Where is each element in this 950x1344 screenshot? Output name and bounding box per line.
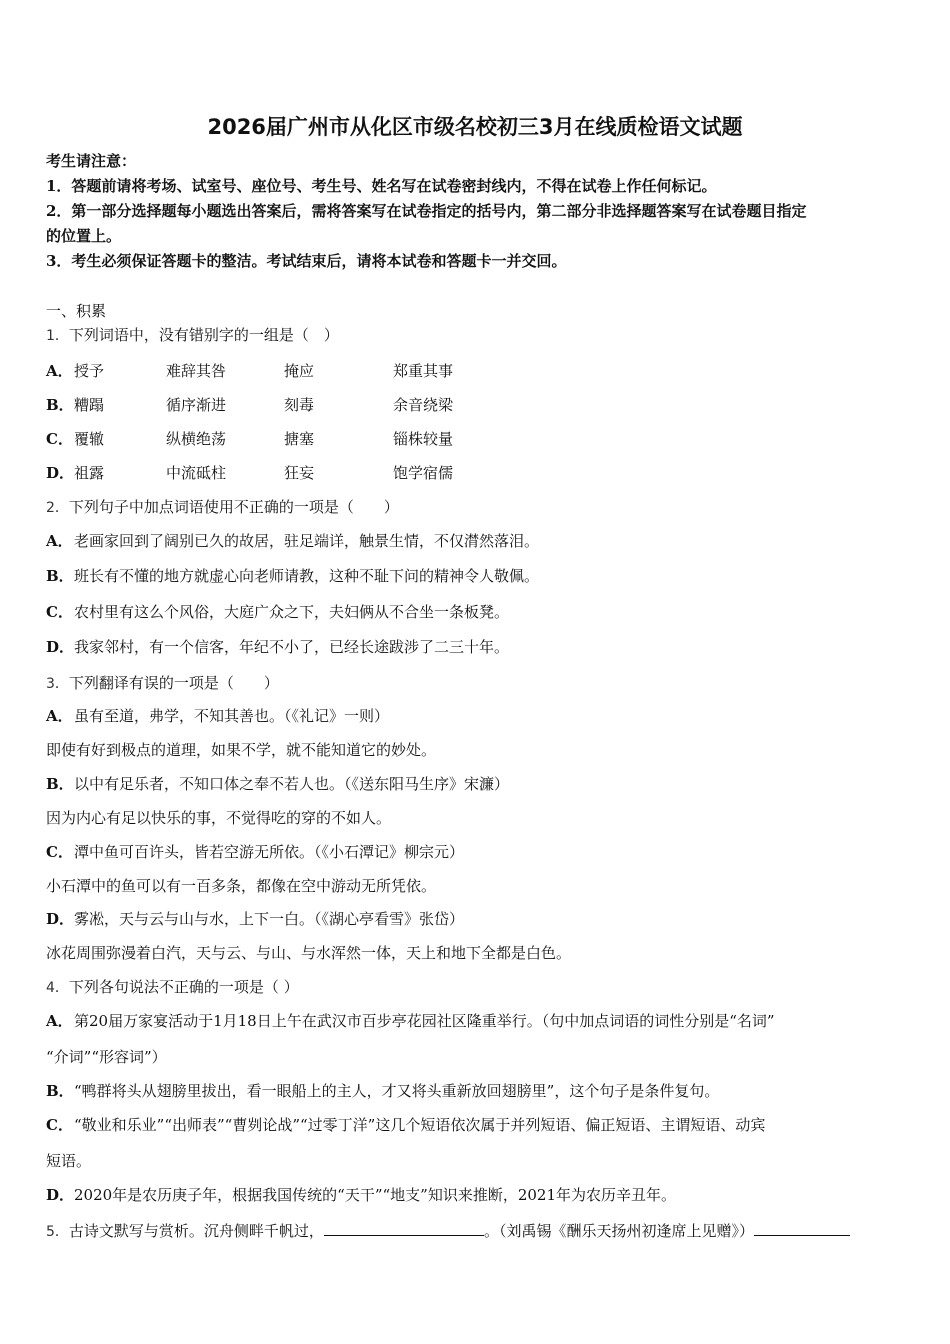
q4-option-d	[46, 1185, 676, 1205]
option-text: 班长有不懂的地方就虚心向老师请教，这种不耻下问的精神令人敬佩。	[74, 567, 540, 585]
q4-option-c	[46, 1115, 765, 1135]
option-letter: A．	[46, 532, 73, 550]
q3-option-a	[46, 706, 389, 726]
option-word: 狂妄	[284, 464, 315, 482]
question-stem: 下列句子中加点词语使用不正确的一项是（ ）	[68, 498, 399, 516]
option-letter: B．	[46, 1082, 74, 1100]
option-word: 循序渐进	[166, 396, 227, 414]
option-letter: D．	[46, 910, 75, 928]
option-letter: A．	[46, 362, 73, 380]
option-word: 饱学宿儒	[393, 464, 454, 482]
option-word: 难辞其咎	[166, 362, 227, 380]
answer-blank[interactable]	[324, 1219, 484, 1236]
question-source: 。（刘禹锡《酬乐天扬州初逢席上见赠》）	[483, 1222, 754, 1240]
option-letter: B．	[46, 396, 74, 414]
option-letter: B．	[46, 567, 74, 585]
question-5	[46, 1219, 850, 1242]
question-number: 3．	[46, 676, 69, 692]
option-word: 郑重其事	[393, 362, 454, 380]
option-word: 糟蹋	[74, 396, 105, 414]
page-title: 2026届广州市从化区市级名校初三3月在线质检语文试题	[207, 115, 743, 139]
option-text: “敬业和乐业”“出师表”“曹刿论战”“过零丁洋”这几个短语依次属于并列短语、偏正短语、主谓短语、动宾	[74, 1116, 766, 1134]
q4-option-c-cont: 短语。	[46, 1152, 92, 1170]
question-stem: 下列词语中，没有错别字的一组是（ ）	[68, 326, 339, 344]
q3-translation-c: 小石潭中的鱼可以有一百多条，都像在空中游动无所凭依。	[46, 877, 437, 895]
option-word: 纵横绝荡	[166, 430, 227, 448]
option-letter: B．	[46, 775, 74, 793]
option-text: 雾凇，天与云与山与水，上下一白。（《湖心亭看雪》张岱）	[74, 910, 465, 928]
q3-translation-b: 因为内心有足以快乐的事，不觉得吃的穿的不如人。	[46, 809, 392, 827]
option-letter: C．	[46, 1116, 73, 1134]
question-number: 5．	[46, 1224, 69, 1240]
q2-option-d	[46, 637, 509, 657]
q2-option-b	[46, 566, 539, 586]
section-heading: 一、积累	[46, 302, 107, 320]
answer-blank[interactable]	[754, 1219, 850, 1236]
question-2	[46, 497, 399, 518]
option-text: 2020年是农历庚子年，根据我国传统的“天干”“地支”知识来推断，2021年为农历辛丑年。	[74, 1186, 677, 1204]
q4-option-a-cont: “介词”“形容词”）	[46, 1048, 167, 1066]
option-text: 虽有至道，弗学，不知其善也。（《礼记》一则）	[74, 707, 390, 725]
option-letter: D．	[46, 464, 75, 482]
notice-item: 的位置上。	[46, 227, 122, 245]
option-letter: A．	[46, 707, 73, 725]
q4-option-a	[46, 1011, 775, 1031]
q4-option-b	[46, 1081, 719, 1101]
option-word: 搪塞	[284, 430, 315, 448]
question-stem: 下列翻译有误的一项是（ ）	[68, 674, 279, 692]
option-word: 覆辙	[74, 430, 105, 448]
option-word: 中流砥柱	[166, 464, 227, 482]
notice-item: 3．考生必须保证答题卡的整洁。考试结束后，请将本试卷和答题卡一并交回。	[46, 252, 567, 270]
option-word: 祖露	[74, 464, 105, 482]
option-letter: A．	[46, 1012, 73, 1030]
q3-option-c	[46, 842, 464, 862]
option-word: 余音绕梁	[393, 396, 454, 414]
option-word: 锱株较量	[393, 430, 454, 448]
question-3	[46, 673, 279, 694]
q3-option-b	[46, 774, 509, 794]
option-letter: C．	[46, 843, 73, 861]
notice-item: 2．第一部分选择题每小题选出答案后，需将答案写在试卷指定的括号内，第二部分非选择题答案写在试卷题目指定	[46, 202, 807, 220]
option-text: 我家邻村，有一个信客，年纪不小了，已经长途跋涉了二三十年。	[74, 638, 510, 656]
q2-option-a	[46, 531, 539, 551]
option-letter: C．	[46, 430, 73, 448]
option-letter: D．	[46, 638, 75, 656]
option-text: 以中有足乐者，不知口体之奉不若人也。（《送东阳马生序》宋濂）	[74, 775, 510, 793]
option-word: 授予	[74, 362, 105, 380]
option-text: 农村里有这么个风俗，大庭广众之下，夫妇俩从不合坐一条板凳。	[74, 603, 510, 621]
question-number: 2．	[46, 500, 69, 516]
option-word: 掩应	[284, 362, 315, 380]
option-text: “鸭群将头从翅膀里拔出，看一眼船上的主人，才又将头重新放回翅膀里”，这个句子是条件复句。	[74, 1082, 720, 1100]
question-stem: 古诗文默写与赏析。沉舟侧畔千帆过，	[68, 1222, 324, 1240]
question-stem: 下列各句说法不正确的一项是（ ）	[68, 978, 299, 996]
notice-item: 1．答题前请将考场、试室号、座位号、考生号、姓名写在试卷密封线内，不得在试卷上作任何标记。	[46, 177, 717, 195]
option-letter: D．	[46, 1186, 75, 1204]
option-text: 第20届万家宴活动于1月18日上午在武汉市百步亭花园社区隆重举行。（句中加点词语的词性分别是“名词”	[74, 1012, 775, 1030]
option-text: 老画家回到了阔别已久的故居，驻足端详，触景生情，不仅潸然落泪。	[74, 532, 540, 550]
option-text: 潭中鱼可百许头，皆若空游无所依。（《小石潭记》柳宗元）	[74, 843, 465, 861]
option-word: 刻毒	[284, 396, 315, 414]
question-number: 4．	[46, 980, 69, 996]
question-4	[46, 977, 299, 998]
option-letter: C．	[46, 603, 73, 621]
q3-translation-a: 即使有好到极点的道理，如果不学，就不能知道它的妙处。	[46, 741, 437, 759]
q3-translation-d: 冰花周围弥漫着白汽，天与云、与山、与水浑然一体，天上和地下全都是白色。	[46, 944, 572, 962]
question-1	[46, 325, 339, 346]
question-number: 1．	[46, 328, 69, 344]
notice-heading: 考生请注意：	[46, 152, 137, 170]
q3-option-d	[46, 909, 464, 929]
q2-option-c	[46, 602, 509, 622]
